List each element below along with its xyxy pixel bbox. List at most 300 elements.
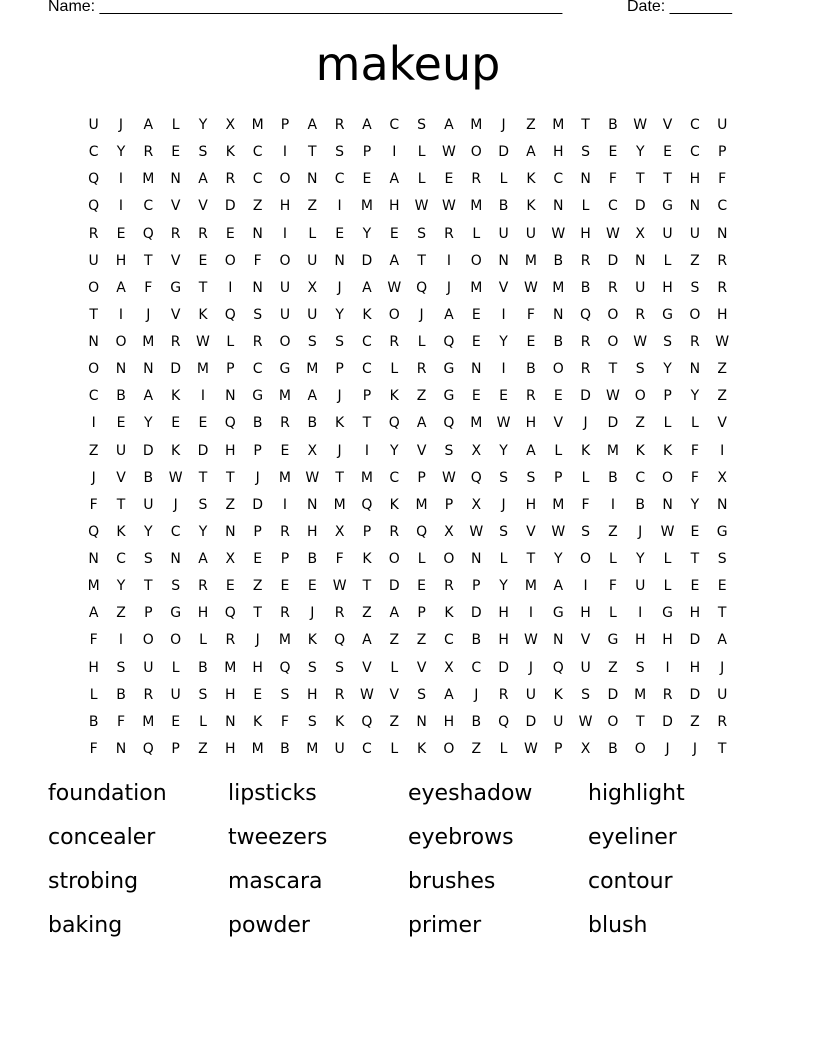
grid-letter[interactable]: C	[252, 361, 263, 378]
grid-letter[interactable]: O	[552, 361, 564, 378]
grid-letter[interactable]: V	[389, 686, 400, 703]
grid-letter[interactable]: F	[581, 496, 590, 513]
grid-letter[interactable]: Z	[362, 605, 372, 622]
grid-letter[interactable]: U	[279, 306, 291, 323]
grid-letter[interactable]: C	[143, 198, 154, 215]
grid-letter[interactable]: S	[307, 713, 317, 730]
grid-letter[interactable]: J	[583, 415, 588, 432]
grid-letter[interactable]: G	[552, 605, 564, 622]
grid-letter[interactable]: H	[525, 415, 537, 432]
grid-letter[interactable]: O	[443, 551, 455, 567]
grid-letter[interactable]: D	[607, 686, 619, 703]
grid-letter[interactable]: F	[608, 171, 617, 188]
grid-letter[interactable]: E	[171, 713, 181, 730]
grid-letter[interactable]: M	[142, 171, 155, 188]
grid-letter[interactable]: N	[471, 551, 482, 567]
grid-letter[interactable]: C	[608, 198, 618, 215]
grid-letter[interactable]: U	[170, 686, 181, 703]
grid-letter[interactable]: R	[662, 686, 673, 703]
grid-letter[interactable]: I	[364, 442, 370, 459]
grid-letter[interactable]: S	[635, 361, 645, 378]
grid-letter[interactable]: J	[528, 659, 533, 676]
grid-letter[interactable]: L	[608, 605, 617, 622]
grid-letter[interactable]: N	[416, 713, 427, 730]
grid-letter[interactable]: Y	[663, 361, 672, 378]
grid-letter[interactable]: E	[417, 578, 427, 595]
grid-letter[interactable]: G	[443, 388, 455, 405]
grid-letter[interactable]: L	[171, 659, 180, 676]
grid-letter[interactable]: Z	[717, 388, 727, 405]
grid-letter[interactable]: V	[662, 117, 673, 133]
grid-letter[interactable]: P	[362, 523, 372, 540]
grid-letter[interactable]: S	[581, 144, 591, 161]
grid-letter[interactable]: U	[525, 686, 537, 703]
grid-letter[interactable]: K	[362, 306, 372, 323]
grid-letter[interactable]: B	[608, 469, 618, 486]
grid-letter[interactable]: Q	[443, 334, 455, 350]
grid-letter[interactable]: R	[608, 279, 618, 296]
grid-letter[interactable]: H	[389, 198, 400, 215]
grid-letter[interactable]: W	[633, 334, 648, 350]
grid-letter[interactable]: L	[417, 551, 426, 567]
grid-letter[interactable]: D	[361, 252, 373, 269]
grid-letter[interactable]: Z	[471, 740, 482, 757]
grid-letter[interactable]: J	[337, 442, 342, 459]
grid-letter[interactable]: S	[198, 144, 208, 161]
grid-letter[interactable]: M	[360, 198, 373, 215]
grid-letter[interactable]: Y	[499, 442, 508, 459]
grid-letter[interactable]: H	[552, 144, 564, 161]
grid-letter[interactable]: R	[334, 686, 345, 703]
grid-letter[interactable]: E	[280, 442, 290, 459]
grid-letter[interactable]: Q	[498, 713, 510, 730]
grid-letter[interactable]: K	[580, 442, 591, 459]
grid-letter[interactable]: Z	[690, 252, 700, 269]
grid-letter[interactable]: A	[553, 578, 564, 595]
grid-letter[interactable]: L	[417, 334, 426, 350]
grid-letter[interactable]: F	[690, 469, 699, 486]
grid-letter[interactable]: I	[446, 252, 451, 269]
grid-letter[interactable]: S	[499, 469, 509, 486]
grid-letter[interactable]: I	[528, 605, 533, 622]
grid-letter[interactable]: N	[689, 361, 701, 378]
grid-letter[interactable]: F	[526, 306, 535, 323]
grid-letter[interactable]: H	[88, 659, 99, 676]
grid-letter[interactable]: W	[523, 740, 538, 757]
grid-letter[interactable]: Q	[361, 713, 373, 730]
grid-letter[interactable]: Y	[499, 334, 508, 350]
grid-letter[interactable]: P	[362, 388, 372, 405]
grid-letter[interactable]: O	[443, 740, 455, 757]
grid-letter[interactable]: M	[142, 334, 155, 350]
grid-letter[interactable]: H	[498, 632, 509, 649]
grid-letter[interactable]: X	[635, 225, 646, 242]
grid-letter[interactable]: X	[717, 469, 727, 486]
grid-letter[interactable]: B	[116, 388, 126, 405]
grid-letter[interactable]: M	[552, 496, 565, 513]
grid-letter[interactable]: H	[689, 605, 701, 622]
grid-letter[interactable]: N	[143, 361, 154, 378]
grid-letter[interactable]: O	[224, 252, 236, 269]
grid-letter[interactable]: Y	[635, 144, 645, 161]
grid-letter[interactable]: A	[88, 605, 99, 622]
grid-letter[interactable]: D	[607, 415, 619, 432]
grid-letter[interactable]: B	[307, 551, 318, 567]
grid-letter[interactable]: L	[499, 740, 508, 757]
grid-letter[interactable]: Z	[252, 578, 263, 595]
grid-letter[interactable]: J	[91, 469, 96, 486]
grid-letter[interactable]: J	[146, 306, 151, 323]
grid-letter[interactable]: V	[170, 306, 181, 323]
grid-letter[interactable]: R	[690, 334, 700, 350]
grid-letter[interactable]: E	[171, 415, 181, 432]
grid-letter[interactable]: Q	[388, 415, 400, 432]
grid-letter[interactable]: U	[689, 225, 700, 242]
grid-letter[interactable]: B	[580, 279, 591, 296]
grid-letter[interactable]: B	[608, 740, 618, 757]
grid-letter[interactable]: I	[118, 306, 124, 323]
grid-letter[interactable]: F	[116, 713, 126, 730]
grid-letter[interactable]: C	[362, 334, 372, 350]
grid-letter[interactable]: P	[472, 578, 481, 595]
grid-letter[interactable]: M	[470, 415, 483, 432]
grid-letter[interactable]: J	[501, 117, 506, 133]
grid-letter[interactable]: R	[280, 415, 290, 432]
grid-letter[interactable]: R	[143, 686, 154, 703]
grid-letter[interactable]: M	[333, 496, 346, 513]
grid-letter[interactable]: L	[390, 361, 399, 378]
grid-letter[interactable]: A	[143, 388, 154, 405]
grid-letter[interactable]: J	[337, 279, 342, 296]
grid-letter[interactable]: E	[225, 578, 235, 595]
grid-letter[interactable]: X	[307, 279, 318, 296]
grid-letter[interactable]: K	[171, 442, 181, 459]
grid-letter[interactable]: N	[553, 306, 564, 323]
grid-letter[interactable]: E	[335, 225, 345, 242]
grid-letter[interactable]: J	[173, 496, 178, 513]
grid-letter[interactable]: R	[389, 334, 400, 350]
grid-letter[interactable]: J	[474, 686, 479, 703]
grid-letter[interactable]: L	[499, 551, 508, 567]
grid-letter[interactable]: E	[198, 415, 208, 432]
grid-letter[interactable]: V	[498, 279, 509, 296]
grid-letter[interactable]: T	[663, 171, 672, 188]
grid-letter[interactable]: C	[553, 171, 564, 188]
grid-letter[interactable]: U	[279, 279, 291, 296]
grid-letter[interactable]: P	[554, 469, 563, 486]
grid-letter[interactable]: N	[634, 252, 646, 269]
grid-letter[interactable]: R	[717, 279, 728, 296]
grid-letter[interactable]: N	[498, 252, 509, 269]
grid-letter[interactable]: N	[307, 496, 318, 513]
grid-letter[interactable]: L	[89, 686, 98, 703]
grid-letter[interactable]: K	[526, 171, 536, 188]
grid-letter[interactable]: Z	[307, 198, 318, 215]
grid-letter[interactable]: Q	[361, 496, 373, 513]
grid-letter[interactable]: U	[88, 117, 99, 133]
grid-letter[interactable]: T	[116, 496, 126, 513]
grid-letter[interactable]: F	[253, 252, 262, 269]
grid-letter[interactable]: E	[690, 523, 700, 540]
grid-letter[interactable]: W	[633, 117, 648, 133]
grid-letter[interactable]: G	[607, 632, 619, 649]
grid-letter[interactable]: B	[307, 415, 318, 432]
grid-letter[interactable]: L	[581, 469, 590, 486]
grid-letter[interactable]: M	[278, 388, 291, 405]
grid-letter[interactable]: N	[252, 225, 263, 242]
grid-letter[interactable]: K	[444, 605, 454, 622]
grid-letter[interactable]: K	[253, 713, 263, 730]
grid-letter[interactable]: D	[580, 388, 591, 405]
grid-letter[interactable]: S	[526, 469, 536, 486]
grid-letter[interactable]: B	[143, 469, 154, 486]
grid-letter[interactable]: Y	[335, 306, 344, 323]
grid-letter[interactable]: F	[89, 496, 98, 513]
grid-letter[interactable]: W	[605, 388, 620, 405]
grid-letter[interactable]: T	[253, 605, 262, 622]
grid-letter[interactable]: K	[335, 713, 345, 730]
grid-letter[interactable]: S	[307, 334, 317, 350]
grid-letter[interactable]: E	[116, 225, 126, 242]
grid-letter[interactable]: D	[634, 198, 646, 215]
grid-letter[interactable]: X	[334, 523, 345, 540]
grid-letter[interactable]: J	[720, 659, 725, 676]
grid-letter[interactable]: F	[718, 171, 727, 188]
grid-letter[interactable]: V	[717, 415, 727, 432]
grid-letter[interactable]: E	[499, 388, 509, 405]
grid-letter[interactable]: I	[583, 578, 588, 595]
grid-letter[interactable]: M	[196, 361, 210, 378]
grid-letter[interactable]: L	[199, 713, 207, 730]
grid-letter[interactable]: W	[360, 686, 374, 703]
grid-letter[interactable]: L	[390, 659, 399, 676]
grid-letter[interactable]: N	[471, 361, 482, 378]
grid-letter[interactable]: Z	[116, 605, 126, 622]
grid-letter[interactable]: P	[144, 605, 153, 622]
grid-letter[interactable]: T	[335, 469, 344, 486]
grid-letter[interactable]: W	[414, 198, 429, 215]
grid-letter[interactable]: P	[335, 361, 344, 378]
grid-letter[interactable]: K	[553, 686, 563, 703]
grid-letter[interactable]: O	[279, 252, 291, 269]
grid-letter[interactable]: N	[115, 361, 127, 378]
grid-letter[interactable]: J	[337, 388, 342, 405]
grid-letter[interactable]: E	[116, 415, 126, 432]
grid-letter[interactable]: R	[580, 361, 591, 378]
grid-letter[interactable]: C	[88, 388, 99, 405]
grid-letter[interactable]: M	[524, 252, 537, 269]
grid-letter[interactable]: P	[663, 388, 672, 405]
grid-letter[interactable]: U	[115, 442, 127, 459]
grid-letter[interactable]: U	[662, 225, 673, 242]
grid-letter[interactable]: L	[199, 632, 207, 649]
grid-letter[interactable]: C	[334, 171, 345, 188]
grid-letter[interactable]: A	[389, 605, 400, 622]
grid-letter[interactable]: F	[89, 632, 98, 649]
grid-letter[interactable]: A	[362, 632, 372, 649]
grid-letter[interactable]: M	[251, 117, 264, 133]
grid-letter[interactable]: A	[444, 686, 454, 703]
grid-letter[interactable]: K	[116, 523, 126, 540]
grid-letter[interactable]: B	[471, 713, 482, 730]
grid-letter[interactable]: T	[608, 361, 618, 378]
grid-letter[interactable]: H	[525, 496, 537, 513]
grid-letter[interactable]: A	[198, 551, 208, 567]
grid-letter[interactable]: U	[498, 225, 509, 242]
grid-letter[interactable]: W	[578, 713, 593, 730]
grid-letter[interactable]: R	[280, 523, 290, 540]
grid-letter[interactable]: R	[444, 578, 454, 595]
grid-letter[interactable]: A	[362, 279, 372, 296]
grid-letter[interactable]: C	[635, 469, 646, 486]
grid-letter[interactable]: Q	[279, 659, 291, 676]
grid-letter[interactable]: A	[526, 442, 536, 459]
grid-letter[interactable]: G	[662, 605, 673, 622]
grid-letter[interactable]: T	[362, 578, 372, 595]
grid-letter[interactable]: R	[389, 523, 400, 540]
grid-letter[interactable]: O	[580, 551, 592, 567]
grid-letter[interactable]: R	[280, 605, 290, 622]
grid-letter[interactable]: A	[143, 117, 154, 133]
grid-letter[interactable]: Z	[608, 523, 618, 540]
grid-letter[interactable]: K	[526, 198, 536, 215]
grid-letter[interactable]: O	[88, 279, 100, 296]
grid-letter[interactable]: R	[416, 361, 427, 378]
grid-letter[interactable]: R	[225, 632, 236, 649]
grid-letter[interactable]: J	[638, 523, 643, 540]
grid-letter[interactable]: C	[689, 144, 700, 161]
grid-letter[interactable]: N	[334, 252, 345, 269]
grid-letter[interactable]: P	[253, 442, 262, 459]
grid-letter[interactable]: D	[388, 578, 400, 595]
grid-letter[interactable]: E	[471, 388, 481, 405]
grid-letter[interactable]: S	[198, 496, 208, 513]
grid-letter[interactable]: I	[501, 306, 506, 323]
grid-letter[interactable]: B	[553, 334, 564, 350]
grid-letter[interactable]: V	[362, 659, 372, 676]
grid-letter[interactable]: W	[442, 144, 456, 161]
grid-letter[interactable]: H	[580, 225, 591, 242]
grid-letter[interactable]: Y	[635, 551, 645, 567]
grid-letter[interactable]: X	[225, 117, 236, 133]
grid-letter[interactable]: Y	[198, 117, 208, 133]
grid-letter[interactable]: U	[334, 740, 345, 757]
grid-letter[interactable]: N	[225, 388, 236, 405]
grid-letter[interactable]: G	[279, 361, 291, 378]
grid-letter[interactable]: E	[362, 171, 372, 188]
grid-letter[interactable]: Q	[224, 415, 236, 432]
grid-letter[interactable]: G	[662, 198, 673, 215]
grid-letter[interactable]: L	[663, 578, 672, 595]
grid-letter[interactable]: R	[225, 171, 236, 188]
grid-letter[interactable]: R	[717, 252, 728, 269]
grid-letter[interactable]: O	[388, 551, 400, 567]
grid-letter[interactable]: Y	[198, 523, 208, 540]
grid-letter[interactable]: C	[717, 198, 728, 215]
grid-letter[interactable]: G	[170, 605, 182, 622]
grid-letter[interactable]: H	[689, 659, 701, 676]
grid-letter[interactable]: W	[332, 578, 347, 595]
grid-letter[interactable]: H	[115, 252, 127, 269]
grid-letter[interactable]: L	[472, 225, 481, 242]
grid-letter[interactable]: S	[307, 659, 317, 676]
grid-letter[interactable]: D	[498, 144, 509, 161]
grid-letter[interactable]: U	[143, 496, 154, 513]
grid-letter[interactable]: T	[417, 252, 426, 269]
grid-letter[interactable]: I	[501, 361, 506, 378]
grid-letter[interactable]: Y	[116, 578, 126, 595]
grid-letter[interactable]: Q	[552, 659, 564, 676]
grid-letter[interactable]: N	[88, 334, 99, 350]
grid-letter[interactable]: O	[689, 306, 701, 323]
grid-letter[interactable]: E	[717, 578, 727, 595]
grid-letter[interactable]: Q	[416, 279, 428, 296]
grid-letter[interactable]: W	[387, 279, 402, 296]
grid-letter[interactable]: S	[335, 334, 345, 350]
grid-letter[interactable]: H	[197, 605, 209, 622]
grid-letter[interactable]: O	[170, 632, 182, 649]
grid-letter[interactable]: E	[225, 225, 235, 242]
grid-letter[interactable]: O	[279, 334, 291, 350]
grid-letter[interactable]: E	[198, 252, 208, 269]
grid-letter[interactable]: T	[526, 551, 536, 567]
grid-letter[interactable]: X	[471, 442, 482, 459]
grid-letter[interactable]: P	[444, 496, 454, 513]
grid-letter[interactable]: Q	[470, 469, 482, 486]
grid-letter[interactable]: R	[526, 388, 536, 405]
grid-letter[interactable]: T	[690, 551, 700, 567]
grid-letter[interactable]: L	[608, 551, 617, 567]
grid-letter[interactable]: O	[634, 388, 646, 405]
grid-letter[interactable]: K	[662, 442, 673, 459]
grid-letter[interactable]: T	[362, 415, 372, 432]
grid-letter[interactable]: S	[417, 225, 427, 242]
grid-letter[interactable]: D	[142, 442, 154, 459]
grid-letter[interactable]: R	[334, 605, 345, 622]
grid-letter[interactable]: R	[252, 334, 263, 350]
grid-letter[interactable]: K	[389, 496, 399, 513]
grid-letter[interactable]: S	[717, 551, 727, 567]
grid-letter[interactable]: I	[610, 496, 615, 513]
grid-letter[interactable]: L	[581, 198, 590, 215]
grid-letter[interactable]: X	[580, 740, 591, 757]
grid-letter[interactable]: P	[280, 551, 290, 567]
grid-letter[interactable]: U	[143, 659, 154, 676]
grid-letter[interactable]: T	[89, 306, 98, 323]
grid-letter[interactable]: S	[417, 686, 427, 703]
grid-letter[interactable]: Z	[389, 713, 400, 730]
grid-letter[interactable]: T	[144, 252, 153, 269]
grid-letter[interactable]: I	[118, 198, 124, 215]
grid-letter[interactable]: Y	[690, 388, 700, 405]
grid-letter[interactable]: B	[635, 496, 646, 513]
grid-letter[interactable]: H	[225, 686, 236, 703]
grid-letter[interactable]: C	[471, 659, 482, 676]
grid-letter[interactable]: Z	[252, 198, 263, 215]
grid-letter[interactable]: T	[717, 605, 727, 622]
grid-letter[interactable]: Z	[690, 713, 700, 730]
grid-letter[interactable]: Z	[389, 632, 400, 649]
grid-letter[interactable]: E	[471, 334, 481, 350]
grid-letter[interactable]: E	[280, 578, 290, 595]
grid-letter[interactable]: L	[171, 117, 180, 133]
grid-letter[interactable]: E	[553, 388, 563, 405]
grid-letter[interactable]: V	[116, 469, 126, 486]
grid-letter[interactable]: U	[580, 659, 591, 676]
grid-letter[interactable]: W	[442, 469, 456, 486]
grid-letter[interactable]: O	[607, 334, 619, 350]
grid-letter[interactable]: C	[88, 144, 99, 161]
